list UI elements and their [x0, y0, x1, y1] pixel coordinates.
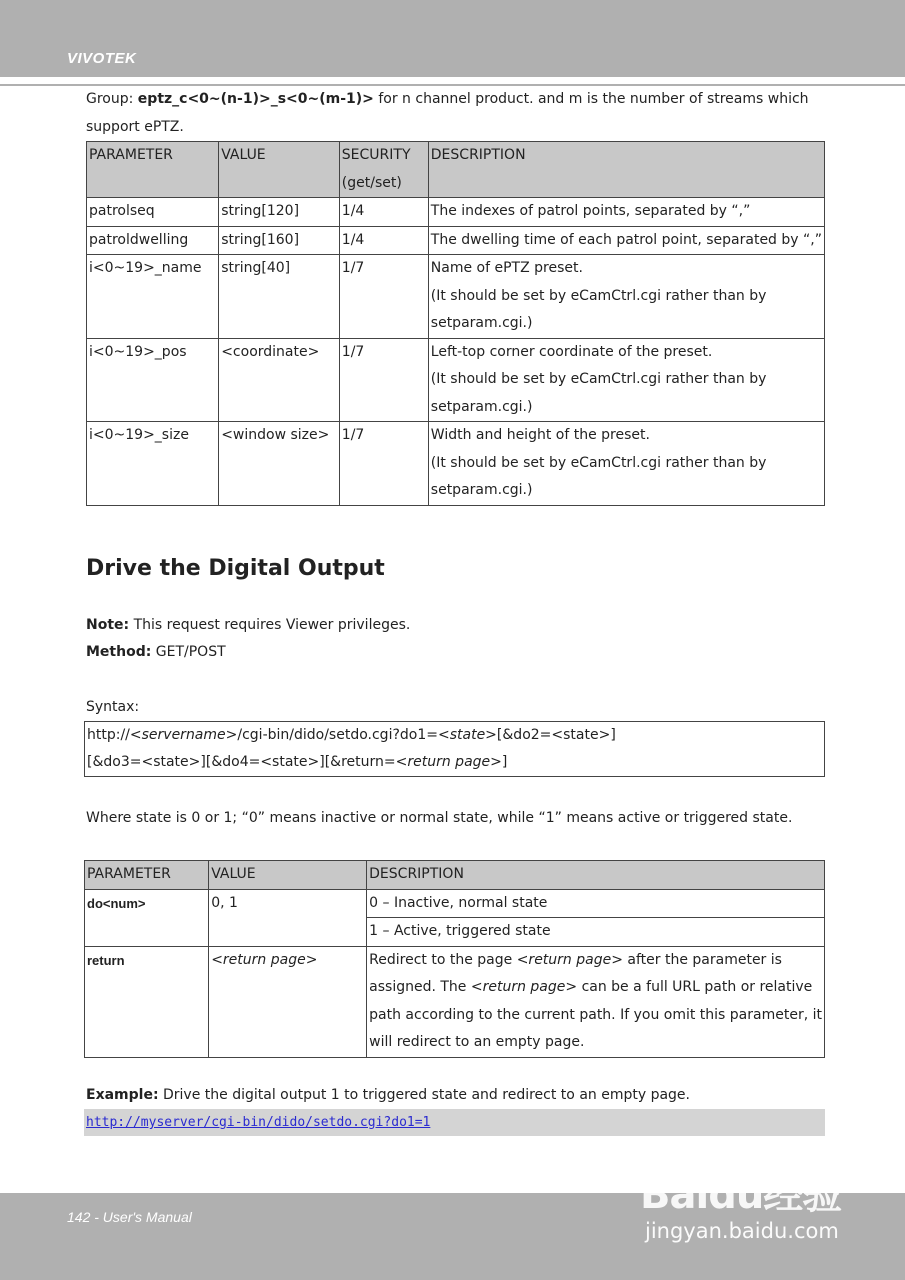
param-cell: patrolseq: [87, 198, 219, 227]
header-cell: DESCRIPTION: [367, 861, 825, 890]
group-intro: Group: eptz_c<0~(n-1)>_s<0~(m-1)> for n channel product. and m is the number of streams which: [86, 91, 809, 107]
section-title: Drive the Digital Output: [86, 556, 385, 581]
description-cell: Left-top corner coordinate of the preset. (It should be set by eCamCtrl.cgi rather than by setparam.cgi.): [428, 338, 824, 422]
baidu-logo: Baidu经验: [640, 1172, 842, 1218]
table-header-row: [87, 142, 825, 198]
security-cell: 1/7: [339, 422, 428, 506]
description-cell: 0 – Inactive, normal state: [367, 889, 825, 918]
param-cell: patroldwelling: [87, 226, 219, 255]
watermark-url: jingyan.baidu.com: [645, 1219, 839, 1243]
group-name: eptz_c<0~(n-1)>_s<0~(m-1)>: [137, 91, 374, 107]
group-intro-line2: support ePTZ.: [86, 119, 184, 135]
example-line: Example: Drive the digital output 1 to triggered state and redirect to an empty page.: [86, 1087, 690, 1103]
value-cell: string[160]: [219, 226, 340, 255]
table-row: [85, 889, 825, 918]
syntax-line-2: [&do3=<state>][&do4=<state>][&return=<return page>]: [87, 754, 508, 770]
method-line: Method: GET/POST: [86, 644, 226, 660]
example-url-bar: [84, 1109, 825, 1136]
syntax-line-1: http://<servername>/cgi-bin/dido/setdo.cgi?do1=<state>[&do2=<state>]: [87, 727, 616, 743]
baidu-watermark: [640, 1145, 855, 1250]
value-cell: string[40]: [219, 255, 340, 339]
security-cell: 1/4: [339, 226, 428, 255]
header-cell: DESCRIPTION: [428, 142, 824, 198]
table-row: [87, 338, 825, 422]
param-cell: return: [85, 946, 209, 1057]
example-url-link[interactable]: http://myserver/cgi-bin/dido/setdo.cgi?do1=1: [86, 1115, 431, 1130]
state-explanation: Where state is 0 or 1; “0” means inactive or normal state, while “1” means active or triggered state.: [86, 810, 793, 826]
param-cell: i<0~19>_size: [87, 422, 219, 506]
header-cell: SECURITY (get/set): [339, 142, 428, 198]
header-cell: PARAMETER: [85, 861, 209, 890]
table-row: [87, 422, 825, 506]
description-cell: The indexes of patrol points, separated by “,”: [428, 198, 824, 227]
table-row: [87, 255, 825, 339]
description-cell: Width and height of the preset. (It should be set by eCamCtrl.cgi rather than by setparam.cgi.): [428, 422, 824, 506]
eptz-parameter-table: [86, 141, 825, 506]
security-cell: 1/7: [339, 338, 428, 422]
note-line: Note: This request requires Viewer privileges.: [86, 617, 411, 633]
param-cell: do<num>: [85, 889, 209, 946]
value-cell: 0, 1: [209, 889, 367, 946]
description-cell: The dwelling time of each patrol point, separated by “,”: [428, 226, 824, 255]
syntax-label: Syntax:: [86, 699, 140, 715]
table-row: [87, 226, 825, 255]
security-cell: 1/7: [339, 255, 428, 339]
table-header-row: [85, 861, 825, 890]
value-cell: <return page>: [209, 946, 367, 1057]
value-cell: string[120]: [219, 198, 340, 227]
value-cell: <window size>: [219, 422, 340, 506]
header-cell: VALUE: [209, 861, 367, 890]
table-row: [87, 198, 825, 227]
table-row: [85, 946, 825, 1057]
syntax-box: [84, 721, 825, 777]
page-number: 142 - User's Manual: [67, 1209, 192, 1225]
description-cell: 1 – Active, triggered state: [367, 918, 825, 947]
header-cell: VALUE: [219, 142, 340, 198]
security-cell: 1/4: [339, 198, 428, 227]
do-parameter-table: [84, 860, 825, 1058]
brand-logo: VIVOTEK: [67, 50, 137, 67]
param-cell: i<0~19>_pos: [87, 338, 219, 422]
value-cell: <coordinate>: [219, 338, 340, 422]
description-cell: Redirect to the page <return page> after the parameter is assigned. The <return page> can be a full URL path or relative path according to the current path. If you omit this parameter, it will redirect to an empty page.: [367, 946, 825, 1057]
header-cell: PARAMETER: [87, 142, 219, 198]
description-cell: Name of ePTZ preset. (It should be set by eCamCtrl.cgi rather than by setparam.cgi.): [428, 255, 824, 339]
param-cell: i<0~19>_name: [87, 255, 219, 339]
